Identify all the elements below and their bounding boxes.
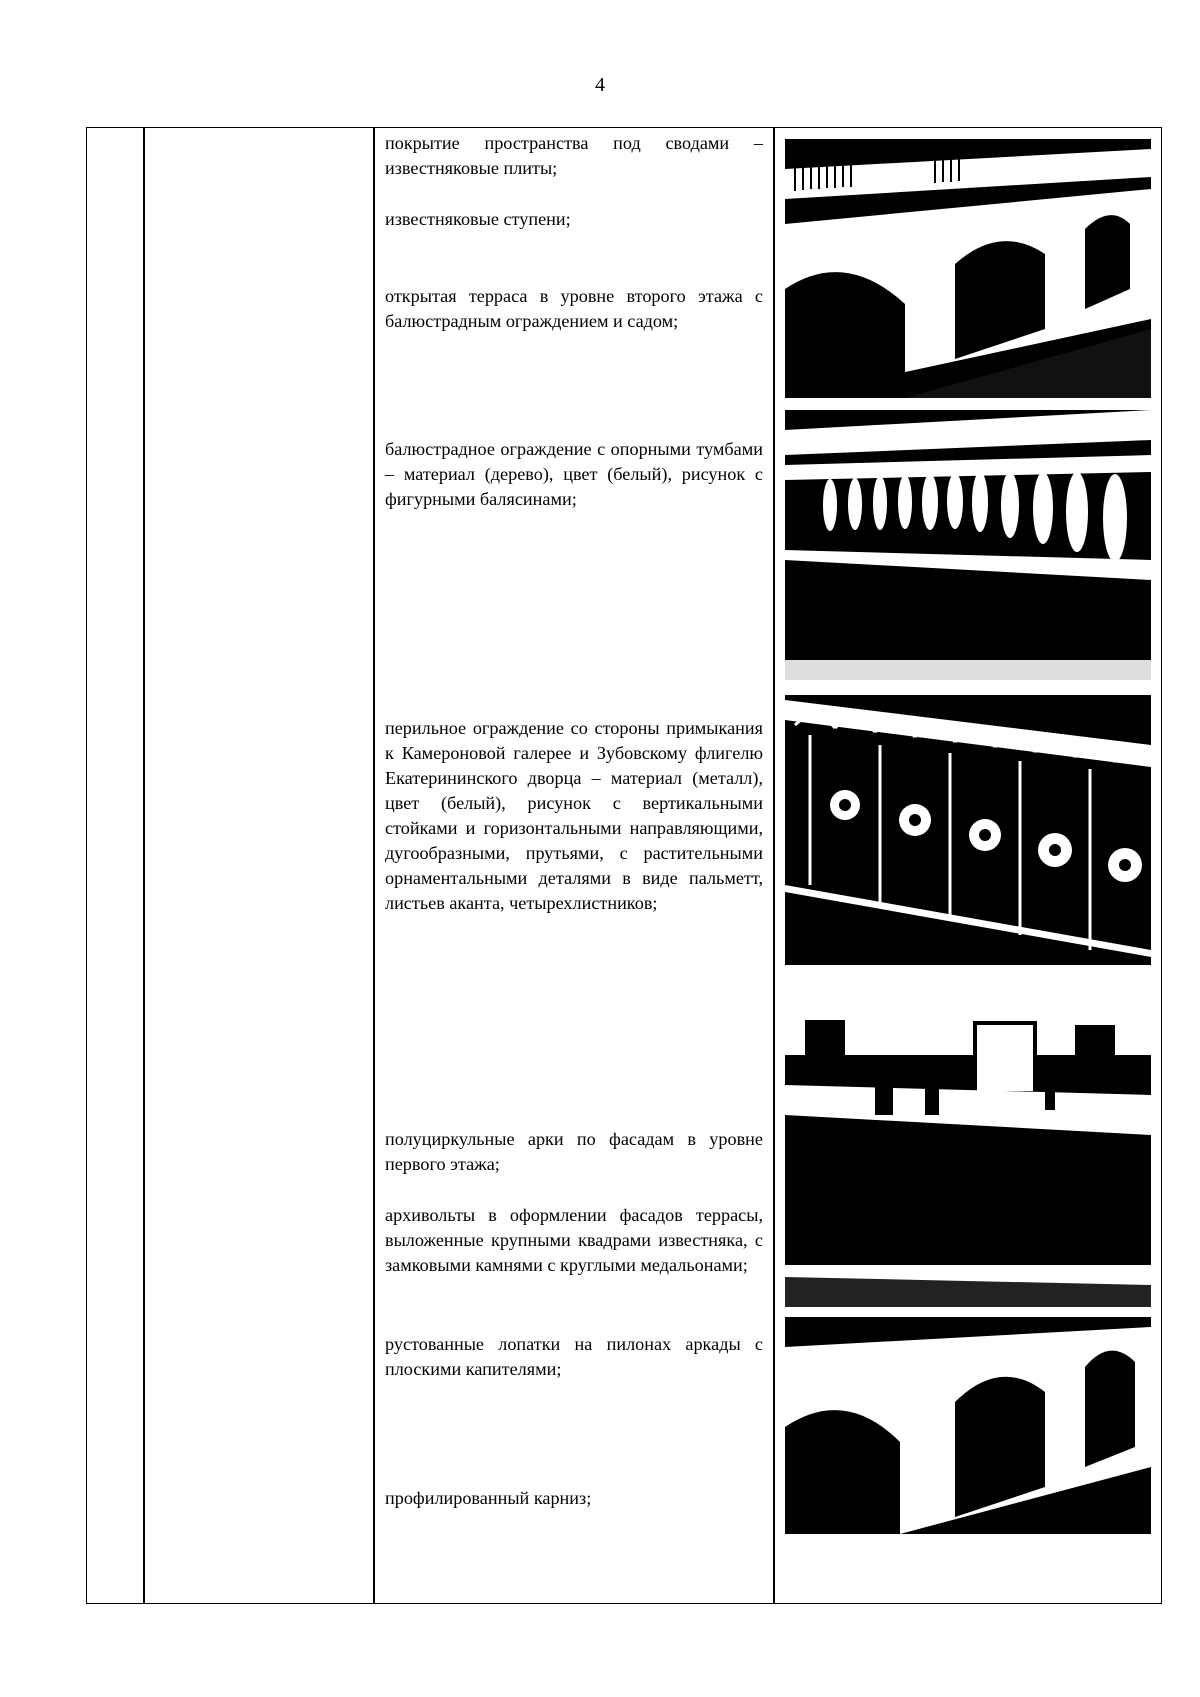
paragraph-limestone-steps: известняковые ступени; xyxy=(385,209,571,229)
paragraph-cornice: профилированный карниз; xyxy=(385,1488,592,1508)
table-column-divider xyxy=(773,127,775,1604)
photo-wooden-balustrade xyxy=(785,410,1151,680)
paragraph-arches: полуциркульные арки по фасадам в уровне первого этажа; xyxy=(385,1129,763,1174)
paragraph-vault-covering: покрытие пространства под сводами – известняковые плиты; xyxy=(385,133,763,178)
paragraph-open-terrace: открытая терраса в уровне второго этажа с балюстрадным ограждением и садом; xyxy=(385,286,763,331)
paragraph-pilasters: рустованные лопатки на пилонах аркады с плоскими капителями; xyxy=(385,1334,763,1379)
photo-terrace-garden xyxy=(785,1015,1151,1307)
paragraph-railing: перильное ограждение со стороны примыкания к Камероновой галерее и Зубовскому флигелю Екатерининского дворца – материал (металл), цвет (белый), рисунок с вертикальными стойками и горизонтальными направляющими, дугообразными, прутьями, с растительными орнаментальными деталями в виде пальметт, листьев аканта, четырехлистников; xyxy=(385,718,763,913)
photo-terrace-arcade xyxy=(785,129,1151,398)
photo-metal-railing xyxy=(785,695,1151,965)
table-column-divider xyxy=(373,127,375,1604)
page-number: 4 xyxy=(595,74,605,96)
photo-arcade-arches xyxy=(785,1317,1151,1534)
table-column-divider xyxy=(143,127,145,1604)
paragraph-archivolts: архивольты в оформлении фасадов террасы, выложенные крупными квадрами известняка, с замковыми камнями с круглыми медальонами; xyxy=(385,1205,763,1275)
paragraph-balustrade: балюстрадное ограждение с опорными тумбами – материал (дерево), цвет (белый), рисунок с фигурными балясинами; xyxy=(385,439,763,509)
